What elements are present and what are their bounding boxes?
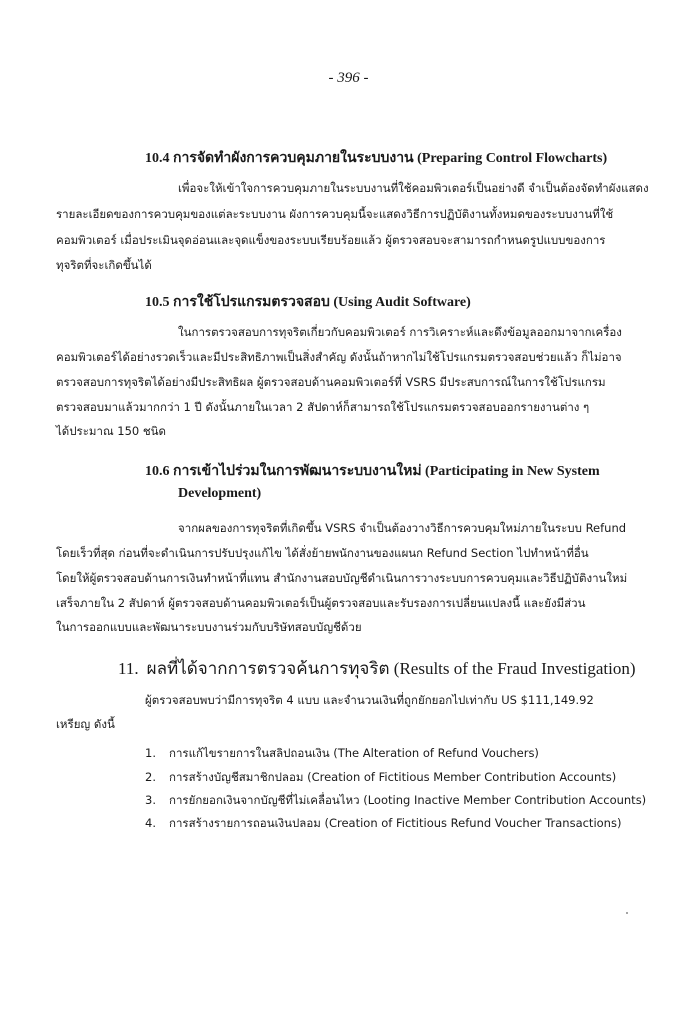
paragraph-line: โดยให้ผู้ตรวจสอบด้านการเงินทำหน้าที่แทน สำนักงานสอบบัญชีดำเนินการวางระบบการควบคุมและวิธีปฏิบัติงานใหม่ <box>56 571 628 585</box>
paragraph-line: ทุจริตที่จะเกิดขึ้นได้ <box>56 258 152 272</box>
paragraph-line: ได้ประมาณ 150 ชนิด <box>56 424 167 438</box>
section-heading-10-6: 10.6 การเข้าไปร่วมในการพัฒนาระบบงานใหม่ (Participating in New System <box>145 464 600 479</box>
section-title: ผลที่ได้จากการตรวจค้นการทุจริต (Results of the Fraud Investigation) <box>146 659 636 678</box>
list-item: 1. การแก้ไขรายการในสลิปถอนเงิน (The Alteration of Refund Vouchers) <box>145 746 539 760</box>
section-heading-10-5: 10.5 การใช้โปรแกรมตรวจสอบ (Using Audit Software) <box>145 295 471 310</box>
section-heading-10-4: 10.4 การจัดทำผังการควบคุมภายในระบบงาน (Preparing Control Flowcharts) <box>145 151 608 166</box>
list-item: 2. การสร้างบัญชีสมาชิกปลอม (Creation of Fictitious Member Contribution Accounts) <box>145 770 617 784</box>
paragraph-line: เสร็จภายใน 2 สัปดาห์ ผู้ตรวจสอบด้านคอมพิวเตอร์เป็นผู้ตรวจสอบและรับรองการเปลี่ยนแปลงนี้ และยังมีส่วน <box>56 596 586 610</box>
paragraph-line: จากผลของการทุจริตที่เกิดขึ้น VSRS จำเป็นต้องวางวิธีการควบคุมใหม่ภายในระบบ Refund <box>178 521 627 535</box>
paragraph-line: รายละเอียดของการควบคุมของแต่ละระบบงาน ผังการควบคุมนี้จะแสดงวิธีการปฏิบัติงานทั้งหมดของระบบงานที่ใช้ <box>56 207 614 221</box>
paragraph-line: โดยเร็วที่สุด ก่อนที่จะดำเนินการปรับปรุงแก้ไข ได้สั่งย้ายพนักงานของแผนก Refund Section ไปทำหน้าที่อื่น <box>56 546 589 560</box>
section-heading-10-6-cont: Development) <box>178 486 262 501</box>
paragraph-line: เหรียญ ดังนี้ <box>56 717 115 731</box>
paragraph-line: ในการออกแบบและพัฒนาระบบงานร่วมกับบริษัทสอบบัญชีด้วย <box>56 620 362 634</box>
section-number: 11. <box>118 659 139 678</box>
paragraph-line: ในการตรวจสอบการทุจริตเกี่ยวกับคอมพิวเตอร์ การวิเคราะห์และดึงข้อมูลออกมาจากเครื่อง <box>178 325 622 339</box>
paragraph-line: ตรวจสอบการทุจริตได้อย่างมีประสิทธิผล ผู้ตรวจสอบด้านคอมพิวเตอร์ที่ VSRS มีประสบการณ์ในการใช้โปรแกรม <box>56 375 606 389</box>
scan-speck <box>626 912 628 914</box>
page-number: - 396 - <box>328 70 369 86</box>
paragraph-line: เพื่อจะให้เข้าใจการควบคุมภายในระบบงานที่ใช้คอมพิวเตอร์เป็นอย่างดี จำเป็นต้องจัดทำผังแสดง <box>178 181 649 195</box>
paragraph-line: คอมพิวเตอร์ เมื่อประเมินจุดอ่อนและจุดแข็งของระบบเรียบร้อยแล้ว ผู้ตรวจสอบจะสามารถกำหนดรูปแบบของการ <box>56 233 606 247</box>
list-item: 4. การสร้างรายการถอนเงินปลอม (Creation of Fictitious Refund Voucher Transactions) <box>145 816 622 830</box>
list-item: 3. การยักยอกเงินจากบัญชีที่ไม่เคลื่อนไหว (Looting Inactive Member Contribution Accounts) <box>145 793 647 807</box>
paragraph-line: ตรวจสอบมาแล้วมากกว่า 1 ปี ดังนั้นภายในเวลา 2 สัปดาห์ก็สามารถใช้โปรแกรมตรวจสอบออกรายงานต่าง ๆ <box>56 400 590 414</box>
paragraph-line: ผู้ตรวจสอบพบว่ามีการทุจริต 4 แบบ และจำนวนเงินที่ถูกยักยอกไปเท่ากับ US $111,149.92 <box>145 693 594 707</box>
section-heading-11 <box>118 655 636 682</box>
paragraph-line: คอมพิวเตอร์ได้อย่างรวดเร็วและมีประสิทธิภาพเป็นสิ่งสำคัญ ดังนั้นถ้าหากไม่ใช้โปรแกรมตรวจสอบช่วยแล้ว ก็ไม่อาจ <box>56 350 622 364</box>
